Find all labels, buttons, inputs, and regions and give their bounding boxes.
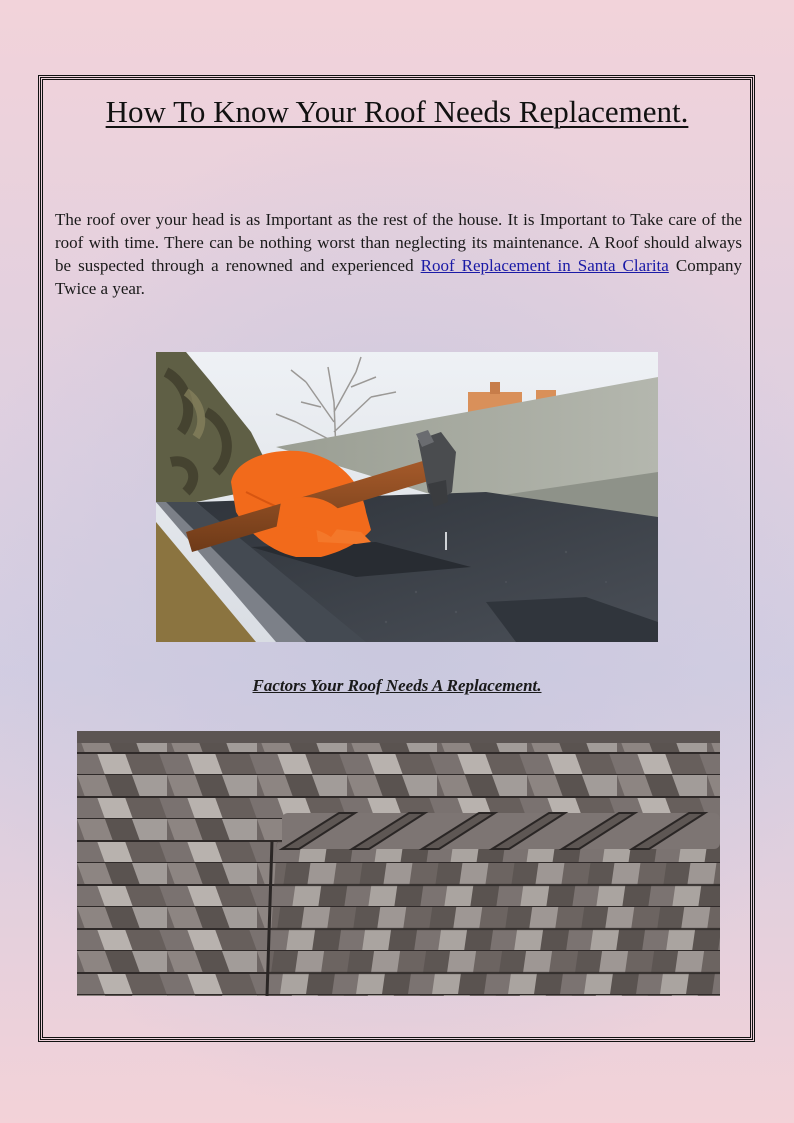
intro-paragraph [55,208,742,300]
roofer-hammer-photo [156,352,658,642]
factors-subheading: Factors Your Roof Needs A Replacement. [252,676,542,695]
intro-text-end: Company Twice a year. [55,256,742,298]
roof-replacement-link[interactable]: Roof Replacement in Santa Clarita [420,256,669,275]
shingle-roof-photo [77,731,720,996]
page-title: How To Know Your Roof Needs Replacement. [105,94,689,129]
intro-text-start: The roof over your head is as Important as the rest of the house. It is Important to Take care of the roof with time. There can be nothing worst than neglecting its maintenance. A Roof should always be suspected through a renowned and experienced [55,210,742,275]
